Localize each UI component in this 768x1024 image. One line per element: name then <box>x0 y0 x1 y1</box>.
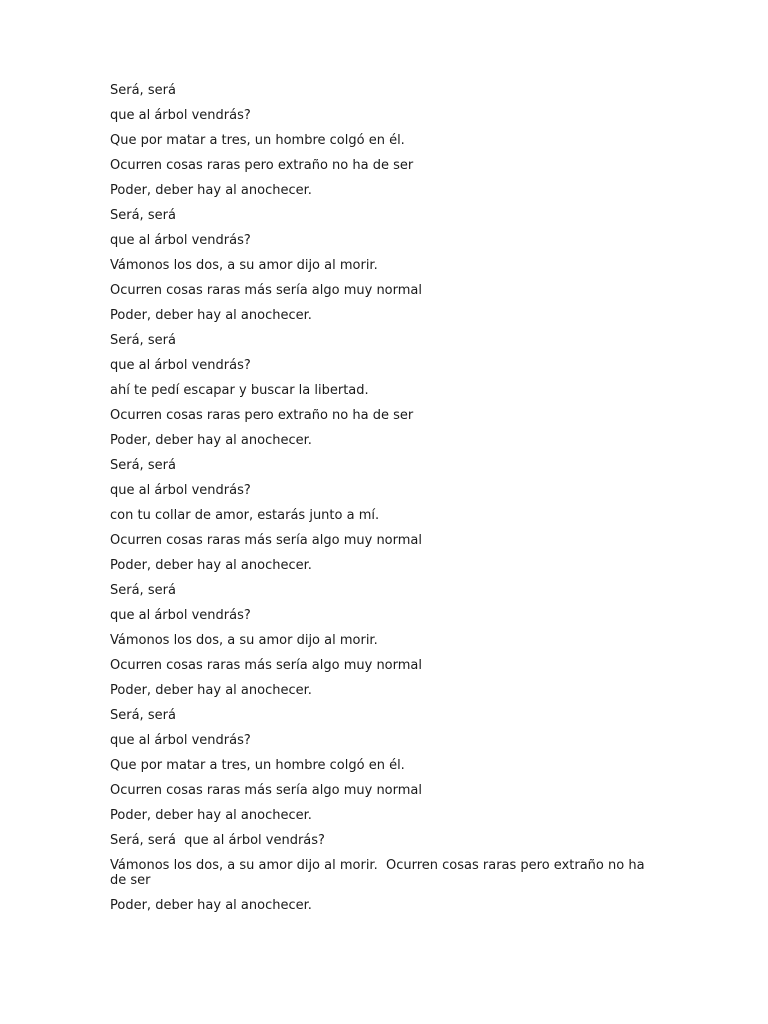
lyric-line: Vámonos los dos, a su amor dijo al morir. <box>110 633 378 648</box>
lyric-line: Vámonos los dos, a su amor dijo al morir. Ocurren cosas raras pero extraño no ha de ser <box>110 858 649 888</box>
lyric-line: Ocurren cosas raras más sería algo muy normal <box>110 658 422 673</box>
lyric-line: que al árbol vendrás? <box>110 608 251 623</box>
lyric-line: Poder, deber hay al anochecer. <box>110 808 312 823</box>
lyric-line: Ocurren cosas raras pero extraño no ha de ser <box>110 158 414 173</box>
lyric-line: que al árbol vendrás? <box>110 358 251 373</box>
lyric-line: Será, será que al árbol vendrás? <box>110 833 325 848</box>
lyric-line: Será, será <box>110 458 176 473</box>
lyric-line: Poder, deber hay al anochecer. <box>110 308 312 323</box>
lyric-line: Será, será <box>110 83 176 98</box>
lyric-line: Poder, deber hay al anochecer. <box>110 183 312 198</box>
lyric-line: Poder, deber hay al anochecer. <box>110 558 312 573</box>
lyric-line: que al árbol vendrás? <box>110 733 251 748</box>
lyric-line: Ocurren cosas raras más sería algo muy normal <box>110 783 422 798</box>
lyric-line: Vámonos los dos, a su amor dijo al morir. <box>110 258 378 273</box>
lyric-line: Poder, deber hay al anochecer. <box>110 433 312 448</box>
lyric-line: que al árbol vendrás? <box>110 483 251 498</box>
lyric-line: Que por matar a tres, un hombre colgó en él. <box>110 133 405 148</box>
lyric-line: Será, será <box>110 208 176 223</box>
lyric-line: ahí te pedí escapar y buscar la libertad. <box>110 383 369 398</box>
lyric-line: con tu collar de amor, estarás junto a mí. <box>110 508 380 523</box>
lyric-line: Que por matar a tres, un hombre colgó en él. <box>110 758 405 773</box>
lyric-line: Ocurren cosas raras más sería algo muy normal <box>110 533 422 548</box>
lyric-line: Será, será <box>110 708 176 723</box>
lyric-line: Poder, deber hay al anochecer. <box>110 898 312 913</box>
lyrics-text-block <box>110 83 655 923</box>
lyric-line: Será, será <box>110 333 176 348</box>
lyric-line: Ocurren cosas raras más sería algo muy normal <box>110 283 422 298</box>
lyric-line: que al árbol vendrás? <box>110 233 251 248</box>
lyric-line: Poder, deber hay al anochecer. <box>110 683 312 698</box>
lyric-line: Ocurren cosas raras pero extraño no ha de ser <box>110 408 414 423</box>
lyric-line: Será, será <box>110 583 176 598</box>
lyric-line: que al árbol vendrás? <box>110 108 251 123</box>
